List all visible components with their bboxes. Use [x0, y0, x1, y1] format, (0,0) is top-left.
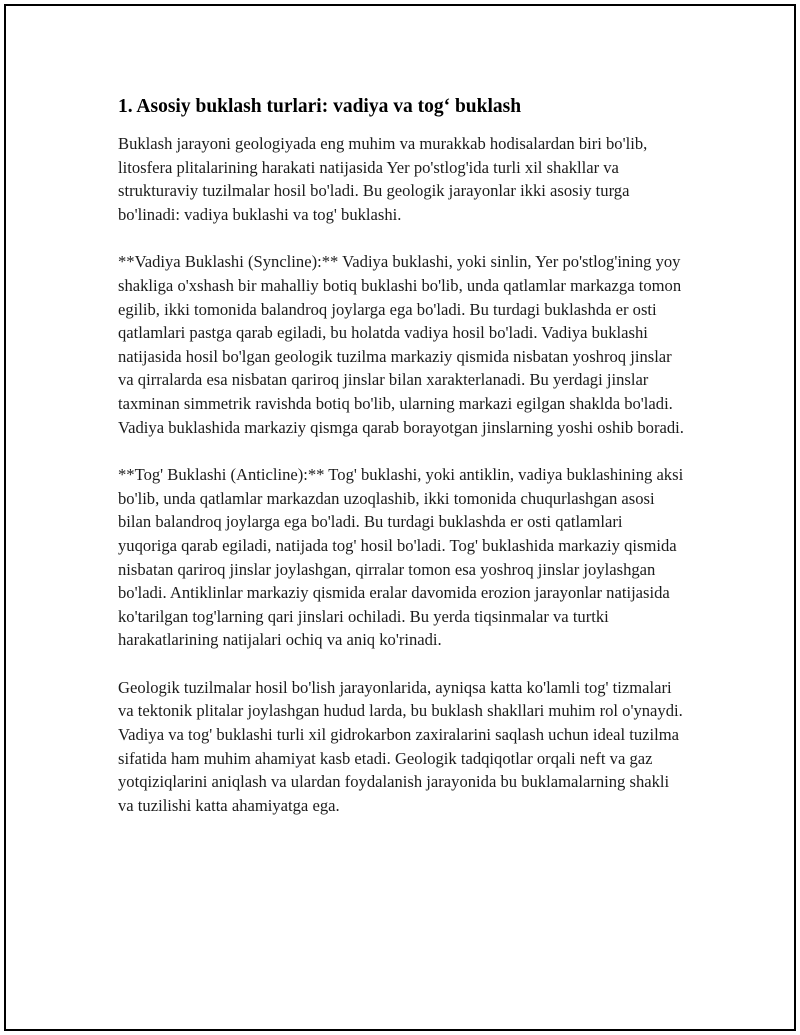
section-heading: 1. Asosiy buklash turlari: vadiya va tog‘ buklash — [118, 96, 522, 117]
paragraph-anticline: **Tog' Buklashi (Anticline):** Tog' buklashi, yoki antiklin, vadiya buklashining aksi bo'lib, unda qatlamlar markazdan uzoqlashib, ikki tomonida chuqurlashgan asosi bilan balandroq joylarga ega bo'ladi. Bu turdagi buklashda er osti qatlamlari yuqoriga qarab egiladi, natijada tog' hosil bo'ladi. Tog' buklashida markaziy qismida nisbatan qariroq jinslar joylashgan, qirralar tomon esa yoshroq jinslar joylashgan bo'ladi. Antiklinlar markaziy qismida eralar davomida erozion jarayonlar natijasida ko'tarilgan tog'larning qari jinslari ochiladi. Bu yerda tiqsinmalar va turtki harakatlarining natijalari ochiq va aniq ko'rinadi. — [118, 465, 684, 650]
document-body — [118, 93, 684, 817]
paragraph-syncline: **Vadiya Buklashi (Syncline):** Vadiya buklashi, yoki sinlin, Yer po'stlog'ining yoy shakliga o'xshash bir mahalliy botiq buklashi bo'lib, unda qatlamlar markazga tomon egilib, ikki tomonida balandroq joylarga ega bo'ladi. Bu turdagi buklashda er osti qatlamlari pastga qarab egiladi, bu holatda vadiya hosil bo'ladi. Vadiya buklashi natijasida hosil bo'lgan geologik tuzilma markaziy qismida nisbatan yoshroq jinslar va qirralarda esa nisbatan qariroq jinslar bilan xarakterlanadi. Bu yerdagi jinslar taxminan simmetrik ravishda botiq bo'lib, ularning markazi egilgan shaklda bo'ladi. Vadiya buklashida markaziy qismga qarab borayotgan jinslarning yoshi oshib boradi. — [118, 252, 684, 437]
paragraph-conclusion: Geologik tuzilmalar hosil bo'lish jarayonlarida, ayniqsa katta ko'lamli tog' tizmalari va tektonik plitalar joylashgan hudud larda, bu buklash shakllari muhim rol o'ynaydi. Vadiya va tog' buklashi turli xil gidrokarbon zaxiralarini saqlash uchun ideal tuzilma sifatida ham muhim ahamiyat kasb etadi. Geologik tadqiqotlar orqali neft va gaz yotqiziqlarini aniqlash va ulardan foydalanish jarayonida bu buklamalarning shakli va tuzilishi katta ahamiyatga ega. — [118, 677, 683, 815]
paragraph-intro: Buklash jarayoni geologiyada eng muhim va murakkab hodisalardan biri bo'lib, litosfera plitalarining harakati natijasida Yer po'stlog'ida turli xil shakllar va strukturaviy tuzilmalar hosil bo'ladi. Bu geologik jarayonlar ikki asosiy turga bo'linadi: vadiya buklashi va tog' buklashi. — [118, 134, 648, 224]
